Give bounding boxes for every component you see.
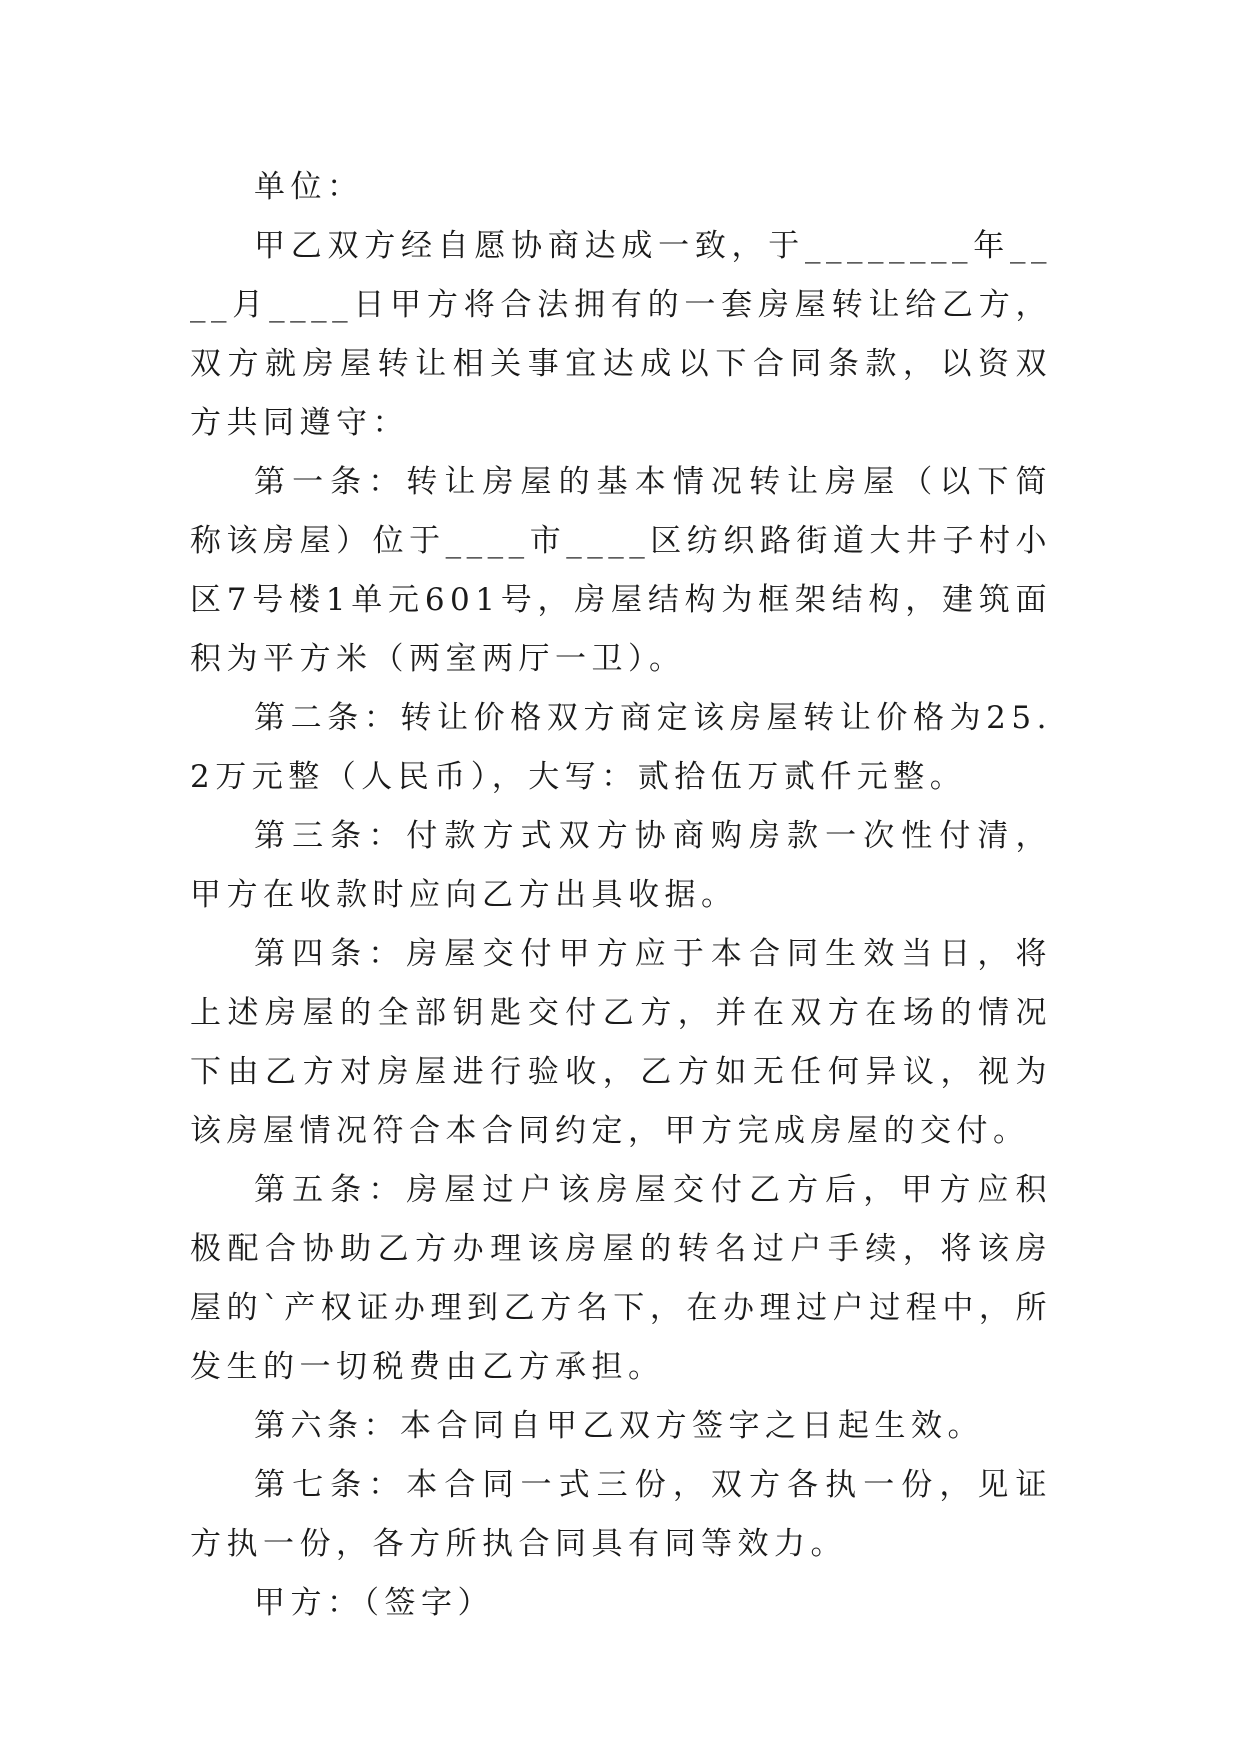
paragraph-preamble: 甲乙双方经自愿协商达成一致，于________年____月____日甲方将合法拥有的一套房屋转让给乙方，双方就房屋转让相关事宜达成以下合同条款，以资双方共同遵守：	[190, 228, 1052, 441]
paragraph-unit: 单位：	[254, 169, 364, 205]
paragraph-article-1: 第一条：转让房屋的基本情况转让房屋（以下简称该房屋）位于____市____区纺织路街道大井子村小区7号楼1单元601号，房屋结构为框架结构，建筑面积为平方米（两室两厅一卫）。	[190, 464, 1052, 677]
paragraph-article-2: 第二条：转让价格双方商定该房屋转让价格为25.2万元整（人民币），大写：贰拾伍万贰仟元整。	[190, 700, 1052, 795]
paragraph-article-6: 第六条：本合同自甲乙双方签字之日起生效。	[254, 1408, 984, 1444]
paragraph-article-3: 第三条：付款方式双方协商购房款一次性付清，甲方在收款时应向乙方出具收据。	[190, 818, 1052, 913]
contract-body	[190, 158, 1052, 1633]
paragraph-party-a-signature: 甲方：（签字）	[254, 1585, 494, 1621]
paragraph-article-4: 第四条：房屋交付甲方应于本合同生效当日，将上述房屋的全部钥匙交付乙方，并在双方在场的情况下由乙方对房屋进行验收，乙方如无任何异议，视为该房屋情况符合本合同约定，甲方完成房屋的交付。	[190, 936, 1052, 1149]
paragraph-article-7: 第七条：本合同一式三份，双方各执一份，见证方执一份，各方所执合同具有同等效力。	[190, 1467, 1052, 1562]
paragraph-article-5: 第五条：房屋过户该房屋交付乙方后，甲方应积极配合协助乙方办理该房屋的转名过户手续，将该房屋的`产权证办理到乙方名下，在办理过户过程中，所发生的一切税费由乙方承担。	[190, 1172, 1052, 1385]
